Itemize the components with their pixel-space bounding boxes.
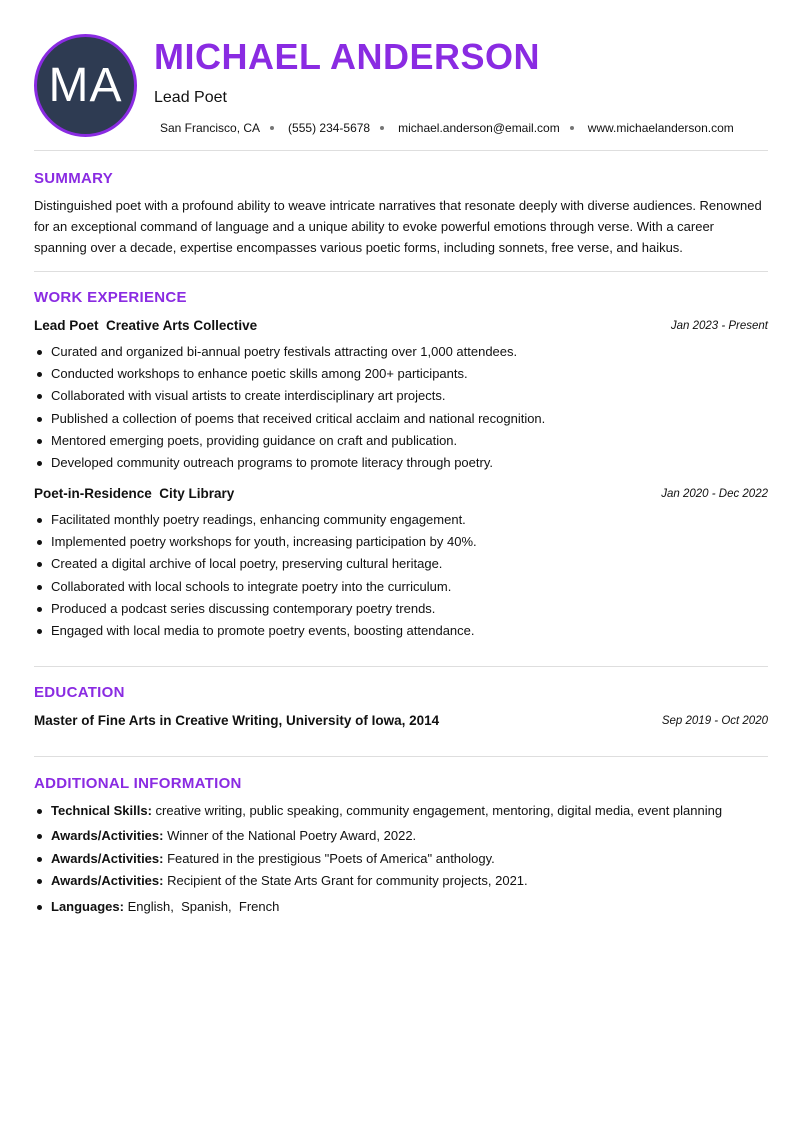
education-entry bbox=[34, 711, 768, 731]
additional-info-list bbox=[34, 800, 768, 918]
job-company: Creative Arts Collective bbox=[106, 318, 258, 333]
work-experience-heading: WORK EXPERIENCE bbox=[34, 289, 187, 306]
divider bbox=[34, 756, 768, 757]
job-dates: Jan 2020 - Dec 2022 bbox=[661, 488, 768, 500]
list-item: Collaborated with visual artists to create interdisciplinary art projects. bbox=[34, 385, 768, 407]
list-item: Facilitated monthly poetry readings, enhancing community engagement. bbox=[34, 509, 768, 531]
additional-info-heading: ADDITIONAL INFORMATION bbox=[34, 775, 242, 792]
list-item: Created a digital archive of local poetry, preserving cultural heritage. bbox=[34, 553, 768, 575]
list-item: Implemented poetry workshops for youth, increasing participation by 40%. bbox=[34, 531, 768, 553]
info-text: English, Spanish, French bbox=[127, 898, 280, 914]
list-item: Conducted workshops to enhance poetic skills among 200+ participants. bbox=[34, 363, 768, 385]
avatar bbox=[34, 34, 137, 137]
job-dates: Jan 2023 - Present bbox=[670, 320, 768, 332]
job-position: Lead Poet bbox=[34, 318, 99, 333]
info-label: Languages: bbox=[51, 898, 124, 914]
job-company: City Library bbox=[159, 486, 235, 501]
candidate-name: MICHAEL ANDERSON bbox=[154, 36, 541, 77]
info-label: Technical Skills: bbox=[51, 803, 152, 818]
list-item bbox=[34, 870, 768, 892]
list-item bbox=[34, 896, 768, 918]
list-item: Developed community outreach programs to promote literacy through poetry. bbox=[34, 452, 768, 474]
list-item: Engaged with local media to promote poetry events, boosting attendance. bbox=[34, 620, 768, 642]
info-text: Featured in the prestigious "Poets of America" anthology. bbox=[167, 850, 495, 866]
job-header bbox=[34, 316, 768, 336]
job-bullets bbox=[34, 341, 768, 474]
info-label: Awards/Activities: bbox=[51, 850, 164, 866]
list-item: Mentored emerging poets, providing guidance on craft and publication. bbox=[34, 430, 768, 452]
education-degree: Master of Fine Arts in Creative Writing, University of Iowa, 2014 bbox=[34, 713, 440, 728]
contact-phone: (555) 234-5678 bbox=[288, 121, 371, 135]
divider bbox=[34, 271, 768, 272]
contact-email[interactable]: michael.anderson@email.com bbox=[398, 121, 560, 135]
separator-dot bbox=[270, 126, 274, 130]
info-text: Winner of the National Poetry Award, 2022. bbox=[167, 828, 417, 844]
job-bullets bbox=[34, 509, 768, 642]
list-item bbox=[34, 825, 768, 847]
list-item: Curated and organized bi-annual poetry festivals attracting over 1,000 attendees. bbox=[34, 341, 768, 363]
info-text: creative writing, public speaking, community engagement, mentoring, digital media, event planning bbox=[155, 803, 723, 818]
info-text: Recipient of the State Arts Grant for community projects, 2021. bbox=[167, 873, 528, 889]
separator-dot bbox=[380, 126, 384, 130]
info-label: Awards/Activities: bbox=[51, 873, 164, 889]
education-heading: EDUCATION bbox=[34, 684, 125, 701]
education-dates: Sep 2019 - Oct 2020 bbox=[661, 715, 768, 727]
summary-heading: SUMMARY bbox=[34, 170, 114, 187]
list-item bbox=[34, 848, 768, 870]
list-item: Collaborated with local schools to integrate poetry into the curriculum. bbox=[34, 576, 768, 598]
job-position: Poet-in-Residence bbox=[34, 486, 152, 501]
divider bbox=[34, 150, 768, 151]
separator-dot bbox=[570, 126, 574, 130]
avatar-initials: MA bbox=[48, 59, 123, 112]
contact-website[interactable]: www.michaelanderson.com bbox=[587, 121, 734, 135]
divider bbox=[34, 666, 768, 667]
job-header bbox=[34, 484, 768, 504]
list-item: Produced a podcast series discussing contemporary poetry trends. bbox=[34, 598, 768, 620]
summary-text: Distinguished poet with a profound ability to weave intricate narratives that resonate deeply with diverse audiences. Renowned for an exceptional command of language and a unique ability to evoke powerful emotions through verse. With a career spanning over a decade, expertise encompasses various poetic forms, including sonnets, free verse, and haikus. bbox=[34, 198, 762, 255]
candidate-role: Lead Poet bbox=[154, 89, 227, 106]
contact-line bbox=[160, 120, 734, 136]
contact-location: San Francisco, CA bbox=[160, 121, 261, 135]
resume-header bbox=[34, 34, 768, 138]
list-item: Published a collection of poems that received critical acclaim and national recognition. bbox=[34, 408, 768, 430]
info-label: Awards/Activities: bbox=[51, 828, 164, 844]
list-item bbox=[34, 800, 768, 822]
